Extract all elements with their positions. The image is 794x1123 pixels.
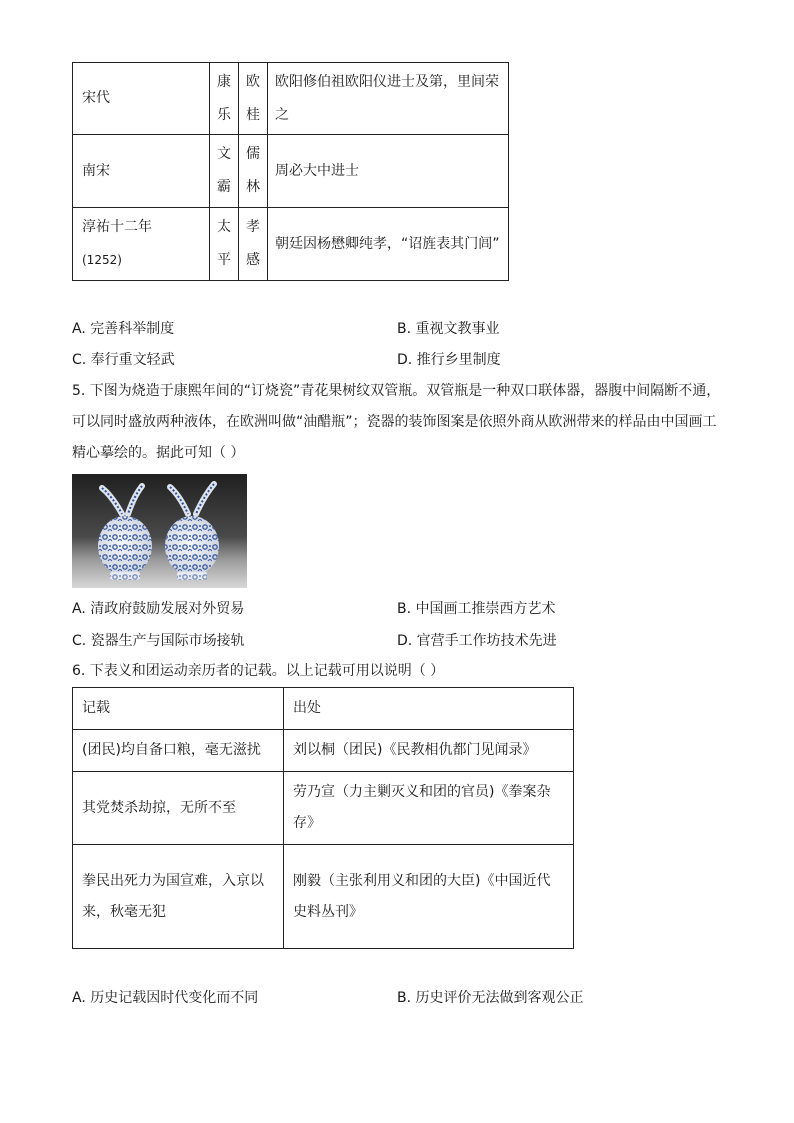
table-row [73,63,509,135]
boxer-records-table [72,687,574,949]
record-cell: 其党焚杀劫掠，无所不至 [73,772,284,845]
table-row [73,845,574,949]
place-cell: 文 霸 [210,135,239,208]
q4-option-a[interactable]: A. 完善科举制度 [72,321,175,337]
q5-option-c[interactable]: C. 瓷器生产与国际市场接轨 [72,633,245,649]
table-row [73,772,574,845]
type-cell: 欧 桂 [239,63,268,135]
header-source: 出处 [284,688,574,730]
record-cell: 拳民出死力为国宣难，入京以来，秋毫无犯 [73,845,284,949]
record-cell: (团民)均自备口粮，毫无滋扰 [73,730,284,772]
source-cell: 劳乃宣（力主剿灭义和团的官员)《拳案杂存》 [284,772,574,845]
place-cell: 太 平 [210,208,239,281]
place-cell: 康 乐 [210,63,239,135]
q4-option-b[interactable]: B. 重视文教事业 [397,321,500,337]
event-cell: 朝廷因杨懋卿纯孝，“诏旌表其门闾” [268,208,509,281]
table-header-row [73,688,574,730]
q5-stem: 5. 下图为烧造于康熙年间的“订烧瓷”青花果树纹双管瓶。双管瓶是一种双口联体器，器腹中间隔断不通，可以同时盛放两种液体，在欧洲叫做“油醋瓶”；瓷器的装饰图案是依照外商从欧洲带来的样品由中国画工精心摹绘的。据此可知（ ） [72,383,721,461]
type-cell: 孝 感 [239,208,268,281]
q5-option-d[interactable]: D. 官营手工作坊技术先进 [397,633,557,649]
q4-option-d[interactable]: D. 推行乡里制度 [397,352,501,368]
period-cell: 宋代 [73,63,210,135]
period-cell: 南宋 [73,135,210,208]
table-row [73,208,509,281]
q6-option-b[interactable]: B. 历史评价无法做到客观公正 [397,990,584,1006]
q6-option-a[interactable]: A. 历史记载因时代变化而不同 [72,990,259,1006]
header-record: 记载 [73,688,284,730]
q6-stem: 6. 下表义和团运动亲历者的记载。以上记载可用以说明（ ） [72,663,445,679]
table-row [73,730,574,772]
source-cell: 刘以桐（团民)《民教相仇都门见闻录》 [284,730,574,772]
source-cell: 刚毅（主张利用义和团的大臣)《中国近代史料丛刊》 [284,845,574,949]
local-history-table [72,62,509,281]
type-cell: 儒 林 [239,135,268,208]
double-spout-vase-photo [72,474,247,588]
event-cell: 周必大中进士 [268,135,509,208]
table-row [73,135,509,208]
q5-option-a[interactable]: A. 清政府鼓励发展对外贸易 [72,601,245,617]
event-cell: 欧阳修伯祖欧阳仪进士及第，里间荣之 [268,63,509,135]
period-cell: 淳祐十二年 (1252) [73,208,210,281]
q5-option-b[interactable]: B. 中国画工推崇西方艺术 [397,601,556,617]
q4-option-c[interactable]: C. 奉行重文轻武 [72,352,175,368]
